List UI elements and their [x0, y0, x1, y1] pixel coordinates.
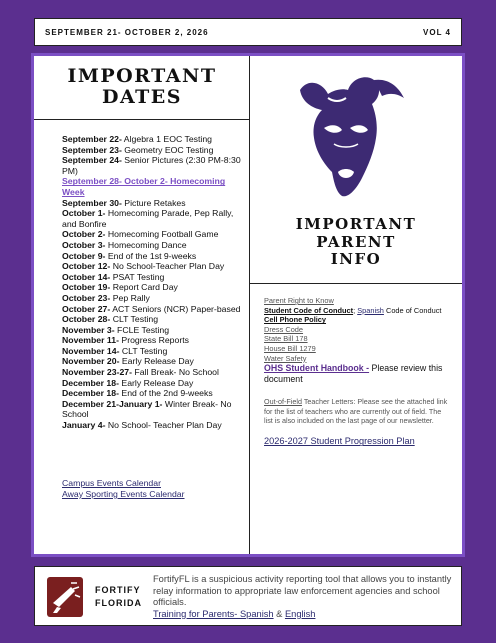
house-bill-link[interactable]: House Bill 1279	[264, 343, 316, 353]
parent-right-link[interactable]: Parent Right to Know	[264, 296, 334, 305]
volume-label: VOL 4	[423, 27, 451, 37]
date-description: End of the 2nd 9-weeks	[118, 388, 213, 399]
megaphone-icon	[47, 577, 83, 617]
important-dates-column	[34, 56, 250, 554]
date-description: Early Release Day	[119, 356, 194, 367]
date-item	[62, 240, 244, 251]
date-label: September 24-	[62, 155, 122, 166]
dates-list	[62, 134, 244, 431]
training-english-link[interactable]: English	[284, 608, 316, 619]
date-label: November 20-	[62, 356, 120, 367]
date-item	[62, 293, 244, 304]
out-of-field-text: Teacher Letters: Please see the attached link for the list of teachers who are currently out of field. The list is also included on the last page of our newsletter.	[264, 397, 448, 425]
parent-info-column	[250, 56, 462, 554]
water-safety-link[interactable]: Water Safety	[264, 353, 307, 363]
dress-code-link[interactable]: Dress Code	[264, 324, 304, 334]
date-description: Report Card Day	[110, 282, 178, 293]
important-parent-info-title	[250, 216, 462, 269]
date-label: December 18-	[62, 377, 119, 388]
date-label: October 28-	[62, 314, 111, 325]
date-label[interactable]: September 28- October 2- Homecoming Week	[62, 176, 226, 197]
date-description: Early Release Day	[118, 377, 194, 388]
date-description: Algebra 1 EOC Testing	[121, 134, 213, 144]
date-label: September 30-	[62, 197, 122, 208]
cell-phone-policy-link[interactable]: Cell Phone Policy	[264, 315, 327, 325]
fortify-footer	[34, 566, 462, 626]
date-label: November 3-	[62, 324, 115, 335]
date-description: Senior Pictures (2:30 PM-8:30 PM)	[62, 155, 241, 176]
date-item	[62, 134, 244, 145]
date-description: No School-Teacher Plan Day	[110, 261, 225, 272]
progression-plan-link[interactable]: 2026-2027 Student Progression Plan	[264, 436, 415, 447]
date-description: End of the 1st 9-weeks	[105, 250, 197, 261]
date-description: No School- Teacher Plan Day	[105, 420, 222, 431]
calendar-links	[62, 478, 185, 500]
date-label: November 11-	[62, 335, 119, 346]
parent-title-line1: IMPORTANT	[295, 215, 417, 233]
handbook-text: Please review this document	[264, 363, 443, 385]
date-item	[62, 208, 244, 229]
date-description: Homecoming Dance	[105, 239, 187, 250]
date-label: October 23-	[62, 292, 111, 303]
date-item	[62, 198, 244, 209]
date-item	[62, 388, 244, 399]
fortify-description	[153, 574, 457, 620]
date-description: Picture Retakes	[121, 197, 186, 208]
date-label: September 23-	[62, 144, 122, 155]
date-label: October 12-	[62, 261, 111, 272]
campus-events-link[interactable]: Campus Events Calendar	[62, 478, 161, 488]
date-description: Winter Break- No School	[62, 398, 232, 420]
date-item	[62, 282, 244, 293]
date-label: January 4-	[62, 420, 106, 431]
date-item	[62, 367, 244, 378]
date-label: October 2-	[62, 229, 106, 240]
date-description: Geometry EOC Testing	[121, 144, 214, 155]
date-item	[62, 356, 244, 367]
dates-title-line1: IMPORTANT	[67, 65, 217, 87]
date-description: Homecoming Parade, Pep Rally, and Bonfire	[62, 208, 234, 229]
parent-links	[264, 296, 450, 447]
bull-mascot-icon	[294, 68, 410, 204]
date-item	[62, 335, 244, 346]
date-label: November 23-27-	[62, 367, 133, 378]
brand-line1: FORTIFY	[95, 585, 141, 595]
away-sporting-link[interactable]: Away Sporting Events Calendar	[62, 489, 185, 499]
date-item	[62, 314, 244, 325]
date-item	[62, 420, 244, 431]
date-label: October 27-	[62, 303, 111, 314]
date-item	[62, 229, 244, 240]
date-description: Homecoming Football Game	[105, 229, 219, 240]
date-label: October 19-	[62, 282, 111, 293]
parent-title-line2: PARENT	[316, 232, 396, 251]
date-description: FCLE Testing	[114, 324, 170, 335]
fortify-florida-name	[95, 584, 142, 610]
date-item	[62, 145, 244, 156]
date-label: October 3-	[62, 239, 106, 250]
date-item	[62, 346, 244, 357]
date-item	[62, 272, 244, 283]
date-label: December 21-January 1-	[62, 398, 163, 409]
date-item	[62, 399, 244, 420]
date-label: October 9-	[62, 250, 106, 261]
date-item	[62, 325, 244, 336]
spanish-code-link[interactable]: Spanish	[357, 305, 384, 315]
date-item	[62, 304, 244, 315]
parent-title-line3: INFO	[330, 250, 382, 268]
date-description: Fall Break- No School	[132, 367, 219, 378]
mascot-box	[250, 56, 462, 284]
date-description: CLT Testing	[119, 345, 168, 356]
important-dates-title	[34, 56, 250, 120]
amp: &	[273, 608, 285, 619]
date-description: Progress Reports	[118, 335, 189, 346]
date-item	[62, 176, 244, 197]
date-range: SEPTEMBER 21- OCTOBER 2, 2026	[45, 27, 209, 37]
date-item	[62, 261, 244, 272]
fortify-description-text: FortifyFL is a suspicious activity reporting tool that allows you to instantly relay information to appropriate law enforcement agencies and school officials.	[153, 574, 452, 607]
date-label: October 1-	[62, 208, 106, 219]
code-separator: ;	[353, 305, 358, 315]
date-description: PSAT Testing	[110, 271, 165, 282]
date-item	[62, 251, 244, 262]
student-handbook-link[interactable]: OHS Student Handbook -	[264, 363, 370, 374]
training-spanish-link[interactable]: Training for Parents- Spanish	[153, 608, 274, 619]
code-tail: Code of Conduct	[383, 305, 442, 315]
date-label: September 22-	[62, 134, 122, 144]
date-description: ACT Seniors (NCR) Paper-based	[110, 303, 241, 314]
date-item	[62, 378, 244, 389]
out-of-field-link[interactable]: Out-of-Field	[264, 397, 302, 407]
state-bill-link[interactable]: State Bill 178	[264, 334, 308, 344]
code-of-conduct-link[interactable]: Student Code of Conduct	[264, 305, 354, 315]
main-panel	[31, 53, 465, 557]
newsletter-header	[34, 18, 462, 46]
brand-line2: FLORIDA	[95, 598, 142, 608]
date-label: December 18-	[62, 388, 119, 399]
date-item	[62, 155, 244, 176]
date-label: November 14-	[62, 345, 120, 356]
fortify-florida-logo	[47, 577, 83, 617]
dates-title-line2: DATES	[101, 86, 183, 108]
date-description: Pep Rally	[110, 292, 150, 303]
date-label: October 14-	[62, 271, 111, 282]
date-description: CLT Testing	[110, 314, 159, 325]
